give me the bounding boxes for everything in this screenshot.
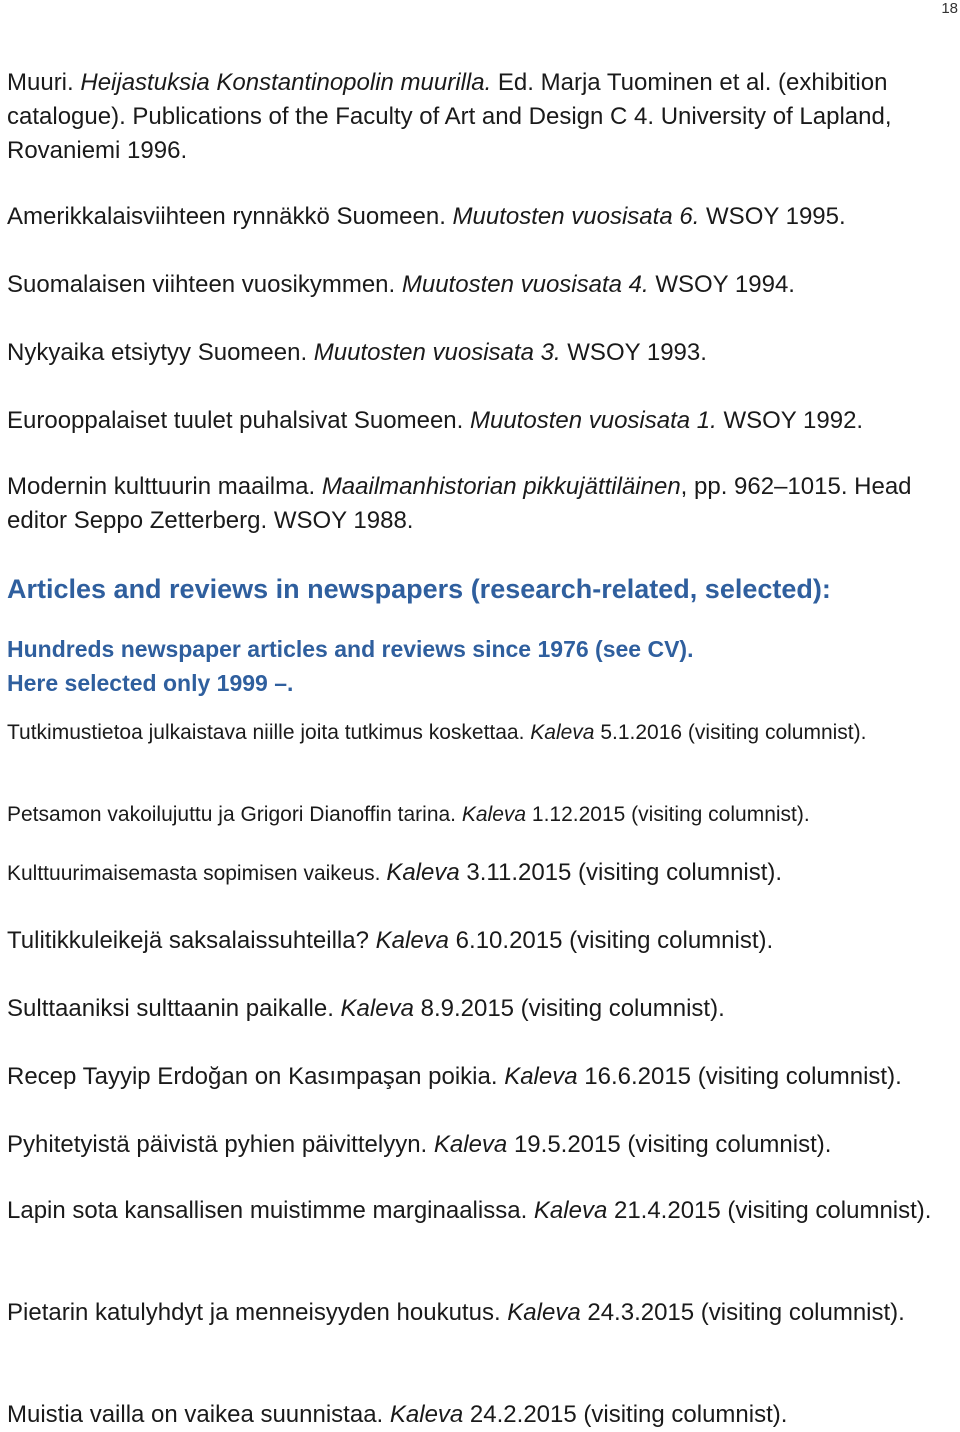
entry-lead: Nykyaika etsiytyy Suomeen. — [7, 339, 314, 366]
article-entry — [7, 992, 952, 1026]
page-number: 18 — [941, 0, 958, 17]
article-date: 8.9.2015 — [413, 995, 515, 1022]
article-note: (visiting columnist). — [576, 1401, 788, 1428]
entry-tail: , pp. 962–1015. Head editor Seppo Zetterberg. WSOY 1988. — [7, 473, 912, 534]
article-source: Kaleva — [340, 995, 414, 1022]
article-entry — [7, 1060, 952, 1094]
article-title: Tulitikkuleikejä saksalaissuhteilla? — [7, 927, 376, 954]
article-entry — [7, 1296, 952, 1330]
article-entry — [7, 1194, 952, 1228]
article-source: Kaleva — [386, 859, 460, 886]
entry-book — [7, 268, 952, 302]
article-entry — [7, 718, 952, 748]
article-title: Pietarin katulyhdyt ja menneisyyden houkutus. — [7, 1299, 508, 1326]
entry-italic: Maailmanhistorian pikkujättiläinen — [321, 473, 681, 500]
entry-lead: Muuri. — [7, 69, 81, 96]
article-source: Kaleva — [461, 803, 527, 826]
article-date: 5.1.2016 — [594, 721, 683, 744]
article-source: Kaleva — [533, 1197, 608, 1224]
article-date: 19.5.2015 — [507, 1131, 621, 1158]
entry-italic: Muutosten vuosisata 4. — [401, 271, 649, 298]
article-source: Kaleva — [504, 1063, 578, 1090]
article-source: Kaleva — [530, 721, 595, 744]
entry-book — [7, 404, 952, 438]
article-note: (visiting columnist). — [720, 1197, 932, 1224]
entry-tail: WSOY 1993. — [560, 339, 707, 366]
article-title: Recep Tayyip Erdoğan on Kasımpaşan poikia. — [7, 1063, 505, 1090]
article-title: Lapin sota kansallisen muistimme marginaalissa. — [7, 1197, 534, 1224]
subheading-line2: Here selected only 1999 –. — [7, 670, 294, 696]
entry-lead: Eurooppalaiset tuulet puhalsivat Suomeen. — [7, 407, 470, 434]
article-note: (visiting columnist). — [691, 1063, 902, 1090]
article-note: (visiting columnist). — [571, 859, 783, 886]
article-entry — [7, 1128, 952, 1162]
section-heading: Articles and reviews in newspapers (research-related, selected): — [7, 574, 831, 604]
article-title: Kulttuurimaisemasta sopimisen vaikeus. — [7, 862, 387, 885]
entry-tail: WSOY 1994. — [648, 271, 795, 298]
entry-lead: Suomalaisen viihteen vuosikymmen. — [7, 271, 402, 298]
entry-tail: Ed. Marja Tuominen et al. (exhibition catalogue). Publications of the Faculty of Art and Design C 4. University of Lapland, Rovaniemi 1996. — [7, 69, 892, 164]
entry-lead: Amerikkalaisviihteen rynnäkkö Suomeen. — [7, 203, 453, 230]
article-entry — [7, 924, 952, 958]
entry-muuri — [7, 66, 952, 168]
article-entry — [7, 856, 952, 890]
article-note: (visiting columnist). — [625, 803, 810, 826]
article-title: Muistia vailla on vaikea suunnistaa. — [7, 1401, 390, 1428]
article-date: 24.2.2015 — [463, 1401, 577, 1428]
entry-tail: WSOY 1992. — [716, 407, 864, 434]
article-entry — [7, 1398, 952, 1432]
entry-book — [7, 470, 952, 538]
article-source: Kaleva — [375, 927, 450, 954]
article-date: 1.12.2015 — [526, 803, 626, 826]
article-source: Kaleva — [389, 1401, 464, 1428]
article-note: (visiting columnist). — [682, 721, 867, 744]
article-source: Kaleva — [507, 1299, 581, 1326]
article-title: Pyhitetyistä päivistä pyhien päivittelyyn. — [7, 1131, 434, 1158]
entry-lead: Modernin kulttuurin maailma. — [7, 473, 322, 500]
entry-book — [7, 200, 952, 234]
entry-italic: Muutosten vuosisata 6. — [452, 203, 700, 230]
article-date: 16.6.2015 — [577, 1063, 692, 1090]
entry-italic: Heijastuksia Konstantinopolin muurilla. — [80, 69, 492, 96]
article-entry — [7, 800, 952, 830]
article-title: Petsamon vakoilujuttu ja Grigori Dianoffin tarina. — [7, 803, 462, 826]
entry-italic: Muutosten vuosisata 1. — [469, 407, 717, 434]
subheading-line1: Hundreds newspaper articles and reviews since 1976 (see CV). — [7, 636, 694, 662]
article-date: 21.4.2015 — [607, 1197, 721, 1224]
entry-italic: Muutosten vuosisata 3. — [313, 339, 561, 366]
article-title: Sulttaaniksi sulttaanin paikalle. — [7, 995, 341, 1022]
article-date: 6.10.2015 — [449, 927, 563, 954]
article-title: Tutkimustietoa julkaistava niille joita tutkimus koskettaa. — [7, 721, 531, 744]
article-note: (visiting columnist). — [620, 1131, 832, 1158]
article-note: (visiting columnist). — [562, 927, 774, 954]
article-date: 24.3.2015 — [580, 1299, 695, 1326]
entry-tail: WSOY 1995. — [699, 203, 846, 230]
article-source: Kaleva — [433, 1131, 508, 1158]
article-note: (visiting columnist). — [514, 995, 725, 1022]
article-note: (visiting columnist). — [694, 1299, 905, 1326]
article-date: 3.11.2015 — [459, 859, 572, 886]
entry-book — [7, 336, 952, 370]
